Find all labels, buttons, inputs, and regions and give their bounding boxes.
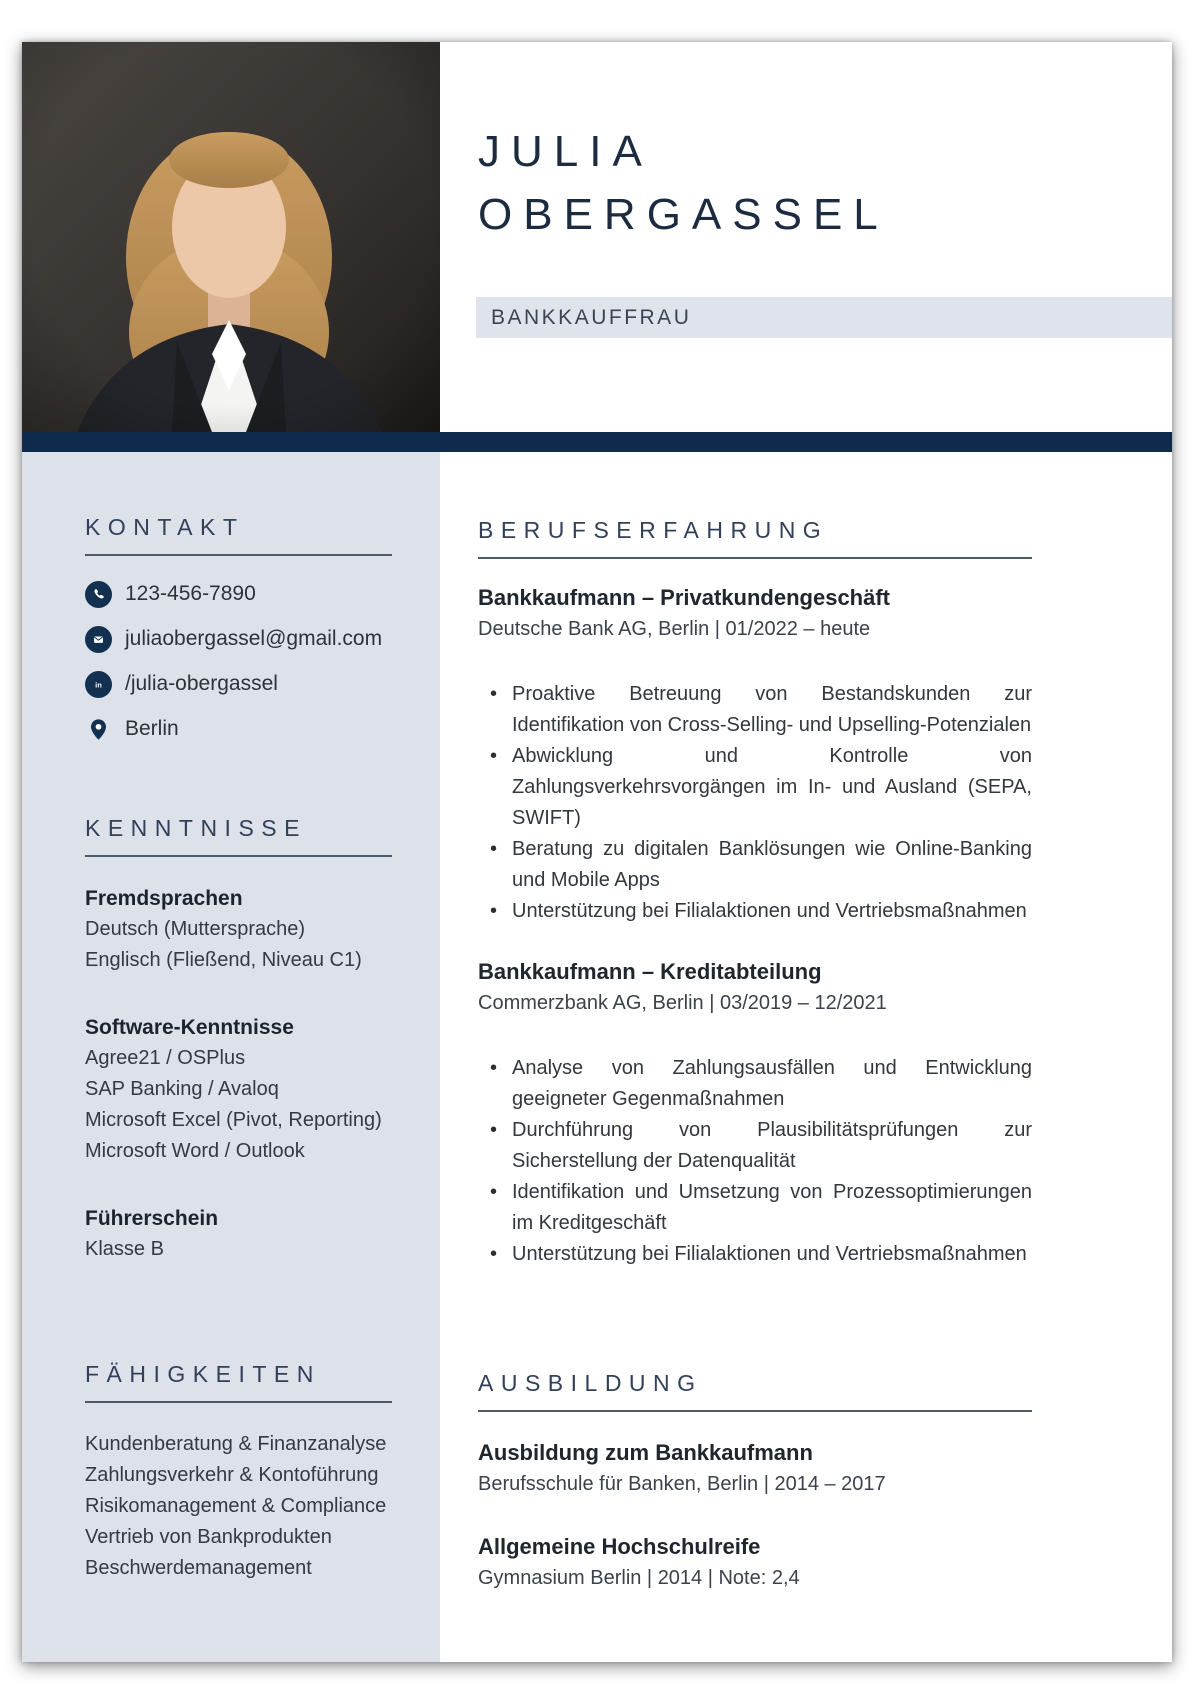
skills-list (85, 1429, 392, 1584)
job-bullet: • Identifikation und Umsetzung von Prozessoptimierungen im Kreditgeschäft (478, 1177, 1032, 1239)
job-bullet: • Proaktive Betreuung von Bestandskunden zur Identifikation von Cross-Selling- und Upselling-Potenzialen (478, 679, 1032, 741)
knowledge-group-title: Führerschein (85, 1207, 219, 1230)
job-bullet: • Unterstützung bei Filialaktionen und Vertriebsmaßnahmen (478, 896, 1032, 927)
job-entry (478, 957, 1032, 1270)
education-entry (478, 1438, 1032, 1500)
main-content (440, 452, 1172, 1662)
contact-heading: KONTAKT (85, 514, 392, 556)
job-entry (478, 583, 1032, 927)
job-entry-meta: Deutsche Bank AG, Berlin | 01/2022 – heute (478, 618, 871, 640)
knowledge-group-software (85, 1012, 392, 1167)
education-entry-meta: Berufsschule für Banken, Berlin | 2014 – 2017 (478, 1473, 886, 1495)
knowledge-line: Microsoft Excel (Pivot, Reporting) (85, 1109, 382, 1131)
knowledge-group-title: Software-Kenntnisse (85, 1016, 294, 1039)
knowledge-line: Agree21 / OSPlus (85, 1047, 246, 1069)
contact-list (85, 580, 392, 743)
person-last-name: OBERGASSEL (478, 190, 889, 239)
contact-item-linkedin[interactable] (85, 670, 392, 698)
location-icon (85, 716, 112, 743)
sidebar (22, 452, 440, 1662)
contact-item-email[interactable] (85, 625, 392, 653)
job-title: BANKKAUFFRAU (491, 305, 692, 329)
content-columns (22, 452, 1172, 1662)
job-entry-title: Bankkaufmann – Kreditabteilung (478, 959, 822, 984)
profile-photo (22, 42, 440, 432)
education-entry (478, 1532, 1032, 1594)
phone-icon (85, 581, 112, 608)
job-entry-title: Bankkaufmann – Privatkundengeschäft (478, 585, 891, 610)
skill-item: Risikomanagement & Compliance (85, 1495, 387, 1517)
skill-item: Beschwerdemanagement (85, 1557, 312, 1579)
knowledge-heading: KENNTNISSE (85, 815, 392, 857)
location-label: Berlin (125, 717, 179, 740)
knowledge-section (85, 815, 392, 1265)
email-icon (85, 626, 112, 653)
education-entry-title: Ausbildung zum Bankkaufmann (478, 1440, 813, 1465)
knowledge-line: Klasse B (85, 1238, 164, 1260)
job-entry-meta: Commerzbank AG, Berlin | 03/2019 – 12/2021 (478, 992, 887, 1014)
contact-item-location (85, 715, 392, 743)
contact-item-phone[interactable] (85, 580, 392, 608)
person-first-name: JULIA (478, 127, 653, 176)
knowledge-line: SAP Banking / Avaloq (85, 1078, 279, 1100)
phone-number: 123-456-7890 (125, 582, 256, 605)
divider-bar (22, 432, 1172, 452)
resume-page (22, 42, 1172, 1662)
skill-item: Kundenberatung & Finanzanalyse (85, 1433, 387, 1455)
job-bullet-list (478, 679, 1032, 927)
job-bullet-list (478, 1053, 1032, 1270)
email-address: juliaobergassel@gmail.com (125, 627, 383, 650)
experience-heading: BERUFSERFAHRUNG (478, 517, 1032, 559)
experience-section (478, 517, 1032, 1270)
job-bullet: • Durchführung von Plausibilitätsprüfungen zur Sicherstellung der Datenqualität (478, 1115, 1032, 1177)
education-section (478, 1370, 1032, 1594)
knowledge-line: Microsoft Word / Outlook (85, 1140, 305, 1162)
knowledge-group-license (85, 1203, 392, 1265)
skill-item: Vertrieb von Bankprodukten (85, 1526, 332, 1548)
linkedin-icon (85, 671, 112, 698)
knowledge-line: Deutsch (Muttersprache) (85, 918, 306, 940)
job-title-bar (476, 297, 1172, 338)
education-heading: AUSBILDUNG (478, 1370, 1032, 1412)
job-bullet: • Abwicklung und Kontrolle von Zahlungsverkehrsvorgängen im In- und Ausland (SEPA, SWIFT) (478, 741, 1032, 834)
job-bullet: • Unterstützung bei Filialaktionen und Vertriebsmaßnahmen (478, 1239, 1032, 1270)
education-entry-title: Allgemeine Hochschulreife (478, 1534, 761, 1559)
job-bullet: • Beratung zu digitalen Banklösungen wie Online-Banking und Mobile Apps (478, 834, 1032, 896)
skills-heading: FÄHIGKEITEN (85, 1361, 392, 1403)
contact-section (85, 514, 392, 743)
knowledge-line: Englisch (Fließend, Niveau C1) (85, 949, 362, 971)
header-right (440, 42, 1172, 432)
svg-text:in: in (95, 680, 102, 690)
linkedin-handle: /julia-obergassel (125, 672, 278, 695)
skills-section (85, 1361, 392, 1584)
education-entry-meta: Gymnasium Berlin | 2014 | Note: 2,4 (478, 1567, 800, 1589)
skill-item: Zahlungsverkehr & Kontoführung (85, 1464, 379, 1486)
job-bullet: • Analyse von Zahlungsausfällen und Entwicklung geeigneter Gegenmaßnahmen (478, 1053, 1032, 1115)
person-name (478, 120, 889, 246)
header (22, 42, 1172, 432)
knowledge-group-title: Fremdsprachen (85, 887, 243, 910)
knowledge-group-languages (85, 883, 392, 976)
